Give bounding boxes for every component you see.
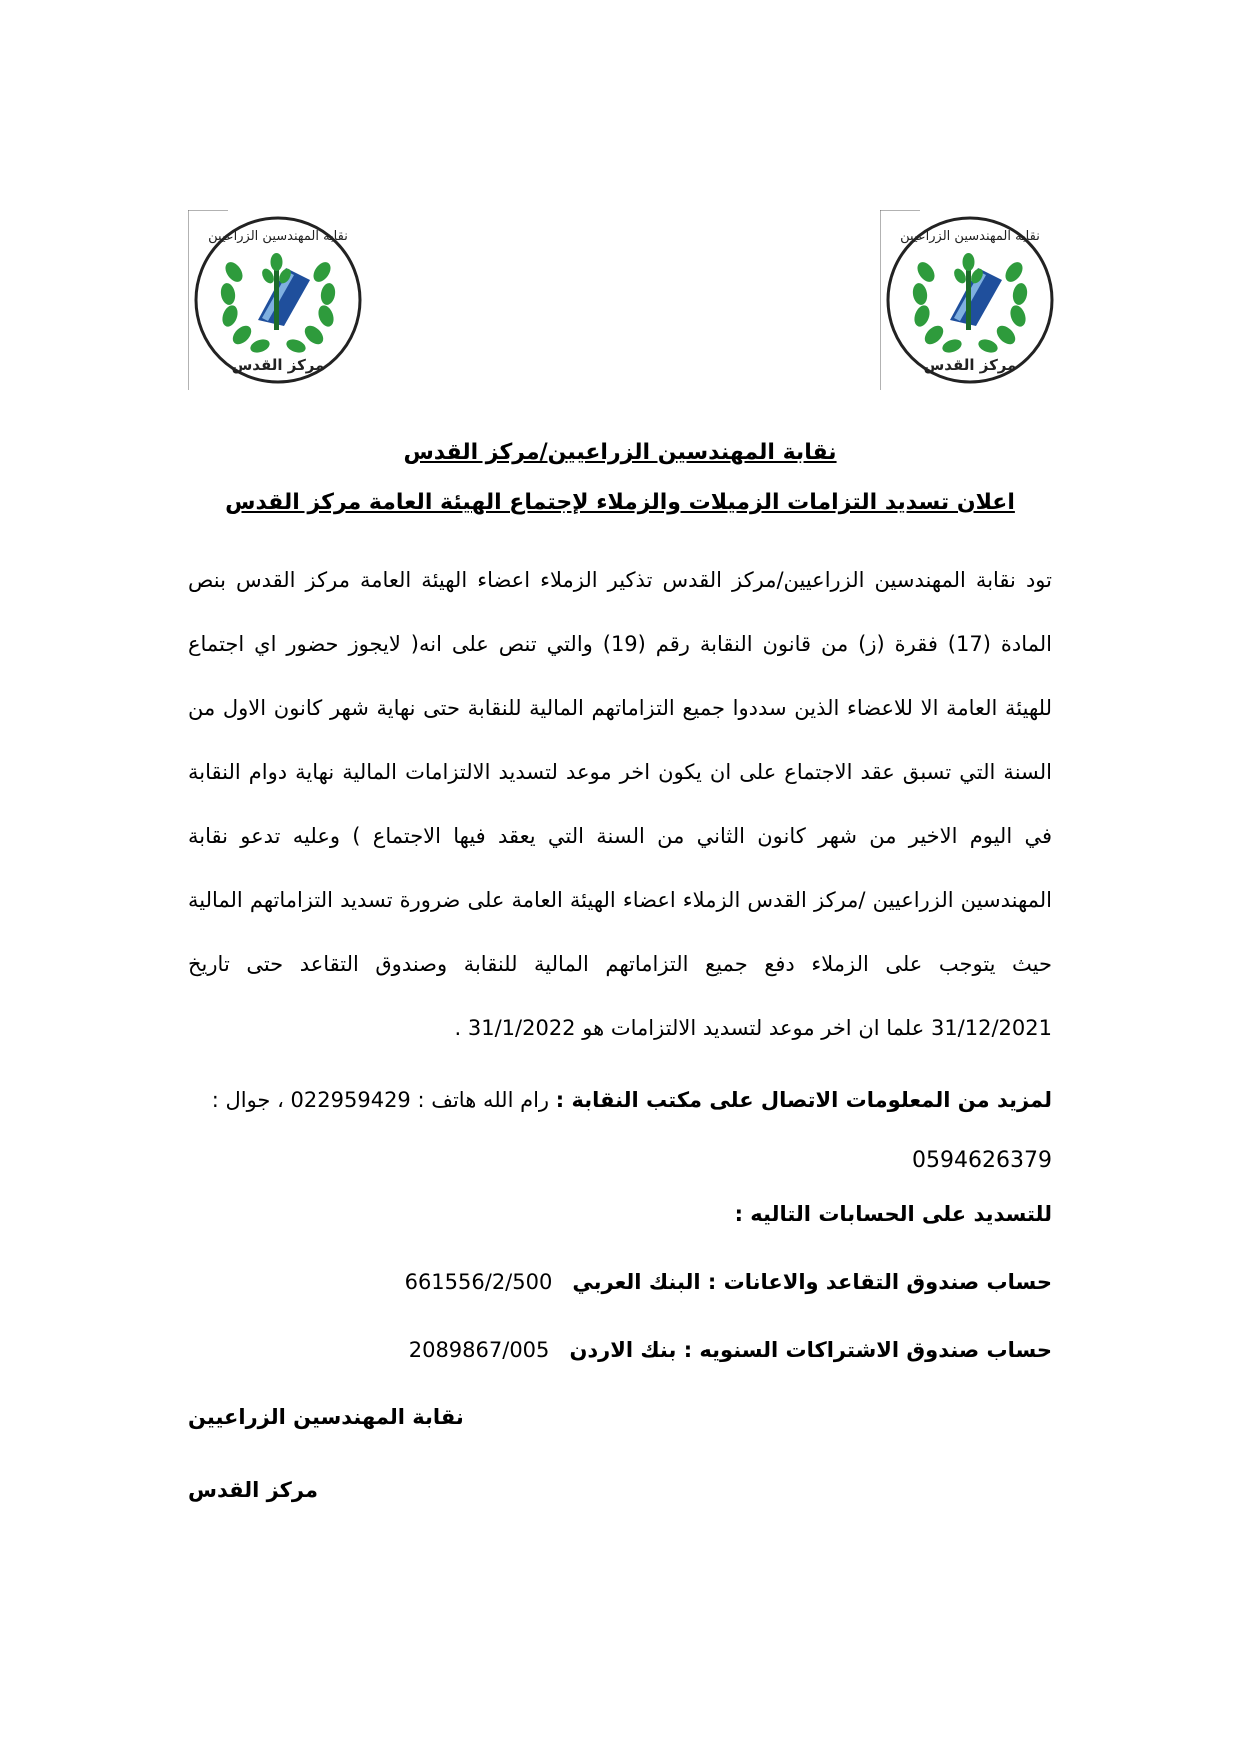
svg-text:نقابة المهندسين الزراعيين: نقابة المهندسين الزراعيين [900,229,1040,244]
announcement-body: تود نقابة المهندسين الزراعيين/مركز القدس تذكير الزملاء اعضاء الهيئة العامة مركز القدس بنص المادة (17) فقرة (ز) من قانون النقابة رقم (19) والتي تنص على انه( لايجوز حضور اي اجتماع للهيئة العامة الا للاعضاء الذين سددوا جميع التزاماتهم المالية للنقابة حتى نهاية شهر كانون الاول من السنة التي تسبق عقد الاجتماع على ان يكون اخر موعد لتسديد الالتزامات المالية نهاية دوام النقابة في اليوم الاخير من شهر كانون الثاني من السنة التي يعقد فيها الاجتماع ) وعليه تدعو نقابة المهندسين الزراعيين /مركز القدس الزملاء اعضاء الهيئة العامة على ضرورة تسديد التزاماتهم المالية حيث يتوجب على الزملاء دفع جميع التزاماتهم المالية للنقابة وصندوق التقاعد حتى تاريخ 31/12/2021 علما ان اخر موعد لتسديد الالتزامات هو 31/1/2022 . [188,568,1052,1040]
signature-center: مركز القدس [188,1478,318,1502]
account-label: حساب صندوق الاشتراكات السنويه : بنك الاردن [569,1338,1052,1362]
contact-line [212,1088,1052,1112]
union-seal-icon [880,210,1060,390]
account-row [409,1338,1052,1362]
svg-text:مركز القدس: مركز القدس [231,356,325,374]
account-row [405,1270,1052,1294]
contact-label: لمزيد من المعلومات الاتصال على مكتب النقابة : [555,1088,1052,1112]
svg-text:مركز القدس: مركز القدس [923,356,1017,374]
account-number: 661556/2/500 [404,1270,553,1294]
contact-phone: رام الله هاتف : 022959429 ، جوال : [211,1088,550,1112]
accounts-heading: للتسديد على الحسابات التاليه : [734,1202,1052,1226]
logo-right [880,210,1060,390]
org-title: نقابة المهندسين الزراعيين/مركز القدس [403,440,837,465]
union-seal-icon [188,210,368,390]
signature-org: نقابة المهندسين الزراعيين [188,1405,464,1429]
account-label: حساب صندوق التقاعد والاعانات : البنك العربي [572,1270,1052,1294]
svg-text:نقابة المهندسين الزراعيين: نقابة المهندسين الزراعيين [208,229,348,244]
logo-left [188,210,368,390]
contact-mobile: 0594626379 [912,1148,1052,1173]
announcement-title: اعلان تسديد التزامات الزميلات والزملاء لإجتماع الهيئة العامة مركز القدس [225,490,1015,515]
account-number: 2089867/005 [408,1338,550,1362]
